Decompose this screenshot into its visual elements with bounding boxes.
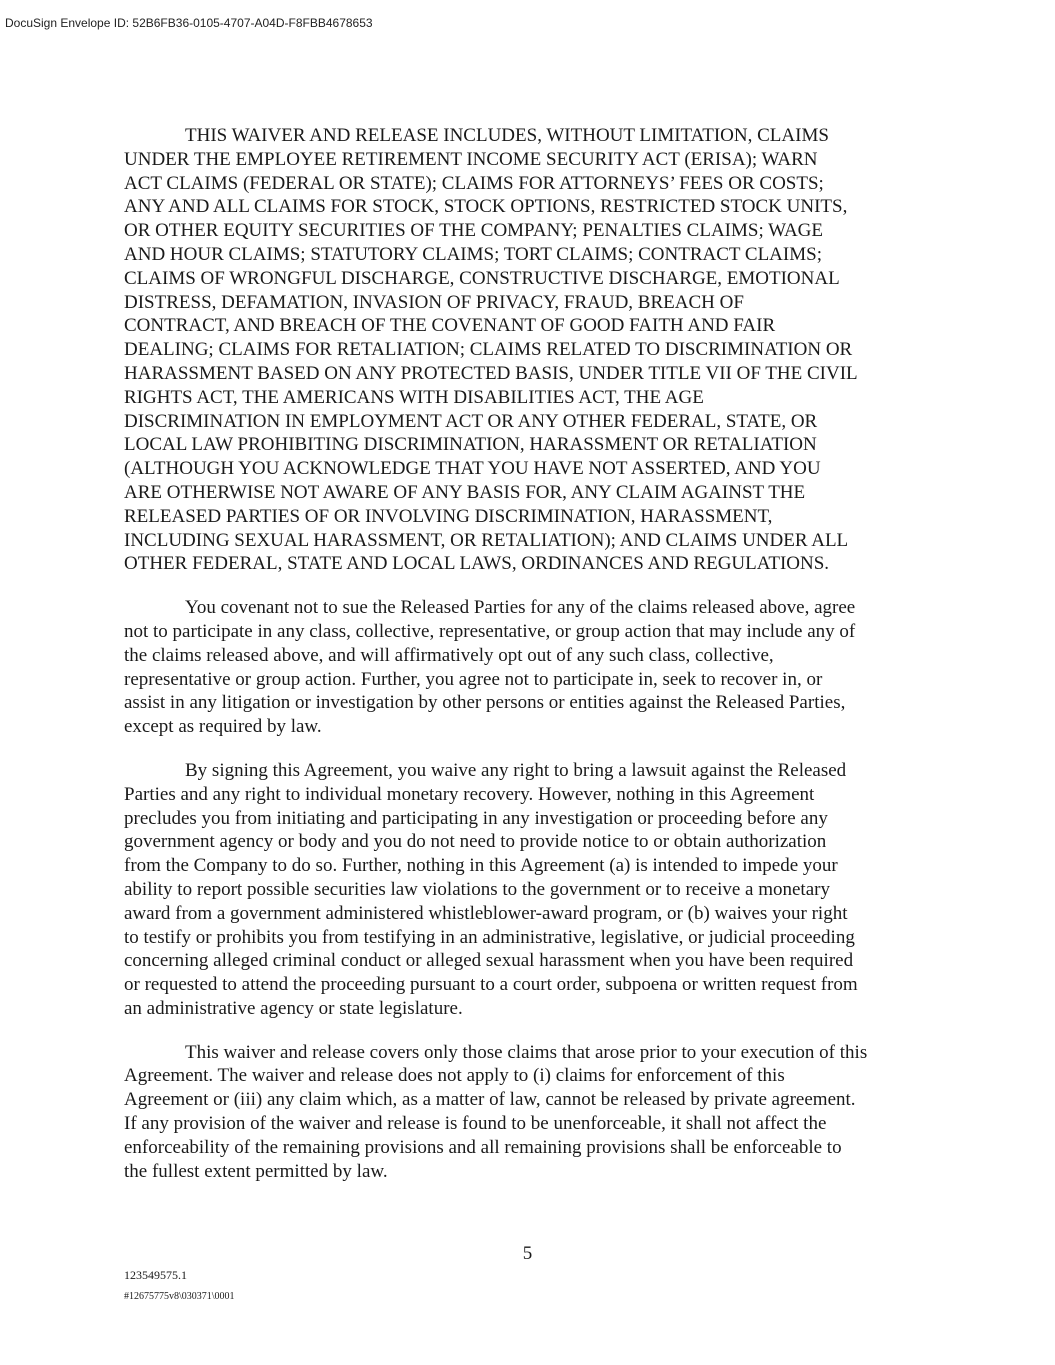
text-line: (ALTHOUGH YOU ACKNOWLEDGE THAT YOU HAVE NOT ASSERTED, AND YOU bbox=[124, 458, 821, 480]
text-line: concerning alleged criminal conduct or alleged sexual harassment when you have been required bbox=[124, 950, 854, 972]
text-line: ARE OTHERWISE NOT AWARE OF ANY BASIS FOR, ANY CLAIM AGAINST THE bbox=[124, 481, 806, 503]
text-line: HARASSMENT BASED ON ANY PROTECTED BASIS, UNDER TITLE VII OF THE CIVIL bbox=[124, 362, 858, 384]
text-line: Agreement or (iii) any claim which, as a matter of law, cannot be released by private agreement. bbox=[124, 1089, 856, 1111]
text-line: enforceability of the remaining provisions and all remaining provisions shall be enforceable to bbox=[124, 1136, 842, 1158]
document-body bbox=[124, 124, 932, 1203]
text-line: the claims released above, and will affirmatively opt out of any such class, collective, bbox=[124, 644, 774, 666]
text-line: By signing this Agreement, you waive any right to bring a lawsuit against the Released bbox=[185, 759, 847, 781]
text-line: from the Company to do so. Further, nothing in this Agreement (a) is intended to impede your bbox=[124, 855, 838, 877]
text-line: assist in any litigation or investigation by other persons or entities against the Released Parties, bbox=[124, 692, 846, 714]
text-line: ability to report possible securities law violations to the government or to receive a monetary bbox=[124, 878, 830, 900]
document-id: 123549575.1 bbox=[124, 1268, 187, 1282]
text-line: precludes you from initiating and participating in any investigation or proceeding before any bbox=[124, 807, 828, 829]
text-line: Agreement. The waiver and release does not apply to (i) claims for enforcement of this bbox=[124, 1065, 785, 1087]
text-line: representative or group action. Further, you agree not to participate in, seek to recover in, or bbox=[124, 668, 823, 690]
text-line: If any provision of the waiver and release is found to be unenforceable, it shall not affect the bbox=[124, 1113, 827, 1135]
paragraph-waiver-claims bbox=[124, 124, 932, 576]
text-line: DISCRIMINATION IN EMPLOYMENT ACT OR ANY OTHER FEDERAL, STATE, OR bbox=[124, 410, 818, 432]
text-line: the fullest extent permitted by law. bbox=[124, 1160, 388, 1182]
text-line: CONTRACT, AND BREACH OF THE COVENANT OF GOOD FAITH AND FAIR bbox=[124, 315, 776, 337]
text-line: award from a government administered whistleblower-award program, or (b) waives your right bbox=[124, 902, 848, 924]
text-line: ANY AND ALL CLAIMS FOR STOCK, STOCK OPTIONS, RESTRICTED STOCK UNITS, bbox=[124, 196, 848, 218]
text-line: INCLUDING SEXUAL HARASSMENT, OR RETALIATION); AND CLAIMS UNDER ALL bbox=[124, 529, 849, 551]
text-line: not to participate in any class, collective, representative, or group action that may include any of bbox=[124, 620, 856, 642]
text-line: government agency or body and you do not need to provide notice to or obtain authorization bbox=[124, 831, 827, 853]
text-line: DEALING; CLAIMS FOR RETALIATION; CLAIMS RELATED TO DISCRIMINATION OR bbox=[124, 339, 853, 361]
paragraph-covenant-not-to-sue bbox=[124, 596, 932, 739]
paragraph-waive-lawsuit-right bbox=[124, 759, 932, 1021]
text-line: DISTRESS, DEFAMATION, INVASION OF PRIVACY, FRAUD, BREACH OF bbox=[124, 291, 744, 313]
text-line: LOCAL LAW PROHIBITING DISCRIMINATION, HARASSMENT OR RETALIATION bbox=[124, 434, 817, 456]
document-reference: #12675775v8\030371\0001 bbox=[124, 1291, 235, 1302]
text-line: This waiver and release covers only those claims that arose prior to your execution of this bbox=[185, 1041, 868, 1063]
text-line: except as required by law. bbox=[124, 716, 322, 738]
text-line: THIS WAIVER AND RELEASE INCLUDES, WITHOUT LIMITATION, CLAIMS bbox=[185, 125, 829, 146]
text-line: to testify or prohibits you from testifying in an administrative, legislative, or judicial proceeding bbox=[124, 926, 855, 948]
text-line: RELEASED PARTIES OF OR INVOLVING DISCRIMINATION, HARASSMENT, bbox=[124, 505, 773, 527]
text-line: OR OTHER EQUITY SECURITIES OF THE COMPANY; PENALTIES CLAIMS; WAGE bbox=[124, 220, 824, 242]
page-number: 5 bbox=[522, 1243, 533, 1264]
text-line: ACT CLAIMS (FEDERAL OR STATE); CLAIMS FOR ATTORNEYS’ FEES OR COSTS; bbox=[124, 172, 824, 194]
text-line: You covenant not to sue the Released Parties for any of the claims released above, agree bbox=[185, 597, 856, 619]
text-line: CLAIMS OF WRONGFUL DISCHARGE, CONSTRUCTIVE DISCHARGE, EMOTIONAL bbox=[124, 267, 840, 289]
text-line: AND HOUR CLAIMS; STATUTORY CLAIMS; TORT CLAIMS; CONTRACT CLAIMS; bbox=[124, 243, 822, 265]
text-line: OTHER FEDERAL, STATE AND LOCAL LAWS, ORDINANCES AND REGULATIONS. bbox=[124, 553, 830, 575]
text-line: UNDER THE EMPLOYEE RETIREMENT INCOME SECURITY ACT (ERISA); WARN bbox=[124, 148, 818, 170]
text-line: or requested to attend the proceeding pursuant to a court order, subpoena or written request from bbox=[124, 974, 858, 996]
text-line: an administrative agency or state legislature. bbox=[124, 997, 463, 1019]
text-line: Parties and any right to individual monetary recovery. However, nothing in this Agreement bbox=[124, 783, 815, 805]
paragraph-waiver-scope bbox=[124, 1041, 932, 1184]
envelope-id: DocuSign Envelope ID: 52B6FB36-0105-4707-A04D-F8FBB4678653 bbox=[5, 16, 373, 30]
text-line: RIGHTS ACT, THE AMERICANS WITH DISABILITIES ACT, THE AGE bbox=[124, 386, 704, 408]
